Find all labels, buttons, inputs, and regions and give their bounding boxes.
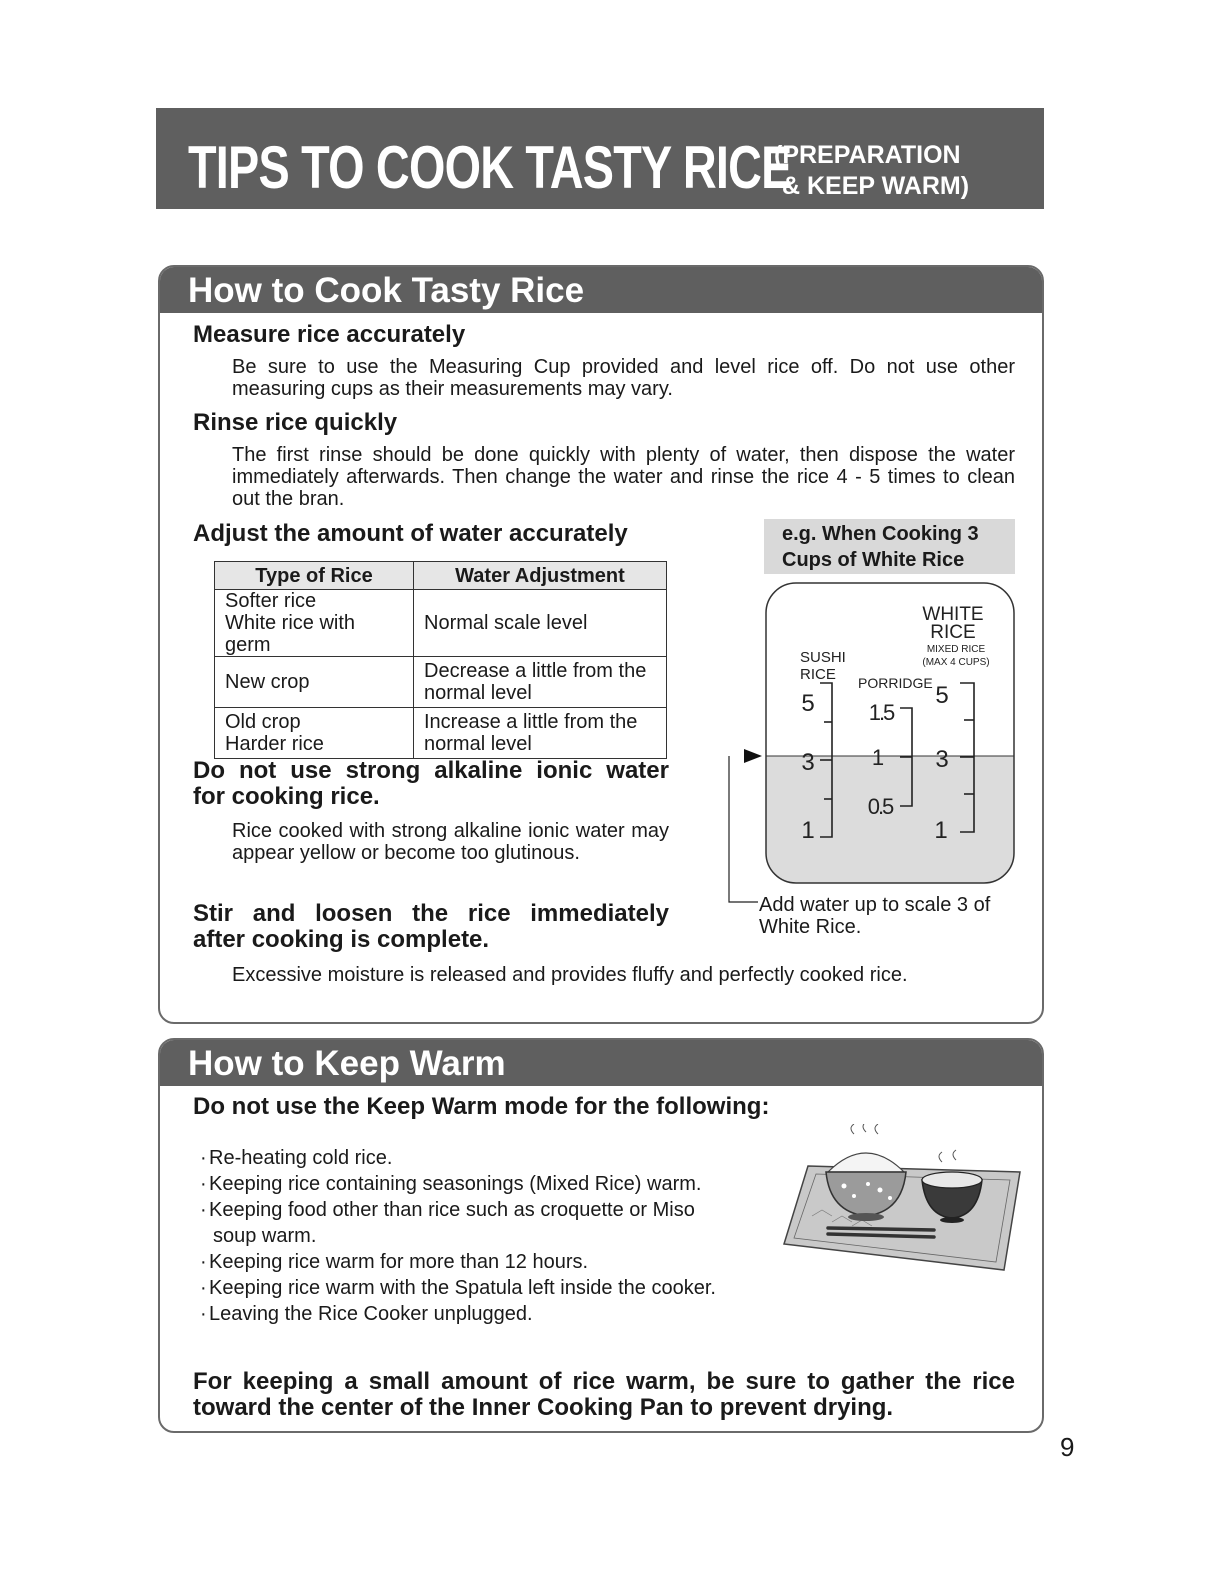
porridge-mark: 1 bbox=[871, 745, 885, 770]
table-row bbox=[215, 708, 667, 759]
list-item: · Re-heating cold rice. bbox=[200, 1145, 716, 1171]
measure-text: Be sure to use the Measuring Cup provided and level rice off. Do not use other measuring cups as their measurements may vary. bbox=[232, 356, 1015, 400]
water-adjustment-cell: Increase a little from the normal level bbox=[414, 708, 667, 759]
porridge-label: PORRIDGE bbox=[858, 675, 933, 691]
white-rice-label-1: WHITE bbox=[922, 604, 984, 625]
water-adjustment-table bbox=[214, 561, 667, 759]
alkaline-text: Rice cooked with strong alkaline ionic water may appear yellow or become too glutinous. bbox=[232, 820, 669, 864]
pointer-arrow-icon bbox=[744, 749, 762, 763]
sushi-rice-label-2: RICE bbox=[800, 666, 836, 683]
rinse-heading: Rinse rice quickly bbox=[193, 409, 398, 436]
porridge-mark: 0.5 bbox=[867, 794, 893, 819]
page-number: 9 bbox=[1060, 1432, 1075, 1462]
rice-type-cell bbox=[215, 590, 414, 657]
stir-heading-line-1: Stir and loosen the rice immediately bbox=[193, 900, 669, 927]
list-item: · Keeping rice warm with the Spatula left inside the cooker. bbox=[200, 1275, 716, 1301]
rice-type: White rice with germ bbox=[225, 612, 356, 656]
keep-warm-heading: Do not use the Keep Warm mode for the following: bbox=[193, 1093, 770, 1120]
mixed-rice-label-1: MIXED RICE bbox=[926, 644, 986, 655]
white-rice-mark: 3 bbox=[935, 746, 949, 773]
title-bar bbox=[156, 108, 1044, 209]
example-line-1: e.g. When Cooking 3 bbox=[782, 523, 979, 545]
page-subtitle bbox=[774, 140, 969, 202]
mixed-rice-label-2: (MAX 4 CUPS) bbox=[922, 657, 990, 668]
example-caption: Add water up to scale 3 of White Rice. bbox=[759, 894, 991, 938]
porridge-mark: 1.5 bbox=[868, 700, 894, 725]
list-item-continuation: soup warm. bbox=[213, 1225, 317, 1247]
stir-heading-line-2: after cooking is complete. bbox=[193, 926, 490, 953]
rinse-text: The first rinse should be done quickly with plenty of water, then dispose the water immediately afterwards. Then change the water and rinse the rice 4 - 5 times to clean out the bran. bbox=[232, 444, 1015, 510]
table-header-row bbox=[215, 562, 667, 590]
leader-line bbox=[729, 756, 758, 902]
water-scale-diagram bbox=[720, 580, 1030, 910]
list-item: · Keeping rice warm for more than 12 hours. bbox=[200, 1249, 716, 1275]
sushi-mark: 1 bbox=[801, 817, 815, 844]
rice-type: Softer rice bbox=[225, 590, 317, 612]
rice-type: Harder rice bbox=[225, 733, 324, 755]
rice-type: New crop bbox=[225, 671, 310, 693]
rice-bowl-illustration bbox=[782, 1124, 1026, 1274]
rice-type-cell bbox=[215, 657, 414, 708]
subtitle-line-1: (PREPARATION bbox=[774, 141, 961, 169]
water-adjustment-cell: Normal scale level bbox=[414, 590, 667, 657]
stir-text: Excessive moisture is released and provides fluffy and perfectly cooked rice. bbox=[232, 964, 908, 986]
page-title: TIPS TO COOK TASTY RICE bbox=[188, 134, 792, 201]
keep-warm-list bbox=[200, 1145, 716, 1327]
list-item: · Keeping rice containing seasonings (Mixed Rice) warm. bbox=[200, 1171, 716, 1197]
alkaline-heading-line-1: Do not use strong alkaline ionic water bbox=[193, 757, 669, 784]
small-amount-note: For keeping a small amount of rice warm, be sure to gather the rice toward the center of the Inner Cooking Pan to prevent drying. bbox=[193, 1368, 1015, 1421]
rice-type-cell bbox=[215, 708, 414, 759]
sushi-rice-label-1: SUSHI bbox=[800, 649, 846, 666]
table-row bbox=[215, 590, 667, 657]
example-line-2: Cups of White Rice bbox=[782, 549, 965, 571]
list-item bbox=[200, 1197, 716, 1249]
rice-type: Old crop bbox=[225, 711, 301, 733]
white-rice-label-2: RICE bbox=[930, 622, 976, 643]
list-item-text: Keeping food other than rice such as croquette or Miso bbox=[209, 1199, 695, 1221]
example-label-box bbox=[764, 519, 1015, 574]
measure-heading: Measure rice accurately bbox=[193, 321, 466, 348]
alkaline-heading-line-2: for cooking rice. bbox=[193, 783, 380, 810]
sushi-mark: 5 bbox=[801, 690, 815, 717]
table-header: Type of Rice bbox=[215, 562, 414, 590]
keep-warm-title: How to Keep Warm bbox=[160, 1040, 1042, 1086]
table-header: Water Adjustment bbox=[414, 562, 667, 590]
subtitle-line-2: & KEEP WARM) bbox=[782, 172, 970, 200]
white-rice-mark: 1 bbox=[934, 817, 948, 844]
sushi-mark: 3 bbox=[801, 749, 815, 776]
table-row bbox=[215, 657, 667, 708]
cook-section-title: How to Cook Tasty Rice bbox=[160, 267, 1042, 313]
adjust-heading: Adjust the amount of water accurately bbox=[193, 520, 628, 547]
water-adjustment-cell: Decrease a little from the normal level bbox=[414, 657, 667, 708]
white-rice-mark: 5 bbox=[935, 682, 949, 709]
list-item: · Leaving the Rice Cooker unplugged. bbox=[200, 1301, 716, 1327]
